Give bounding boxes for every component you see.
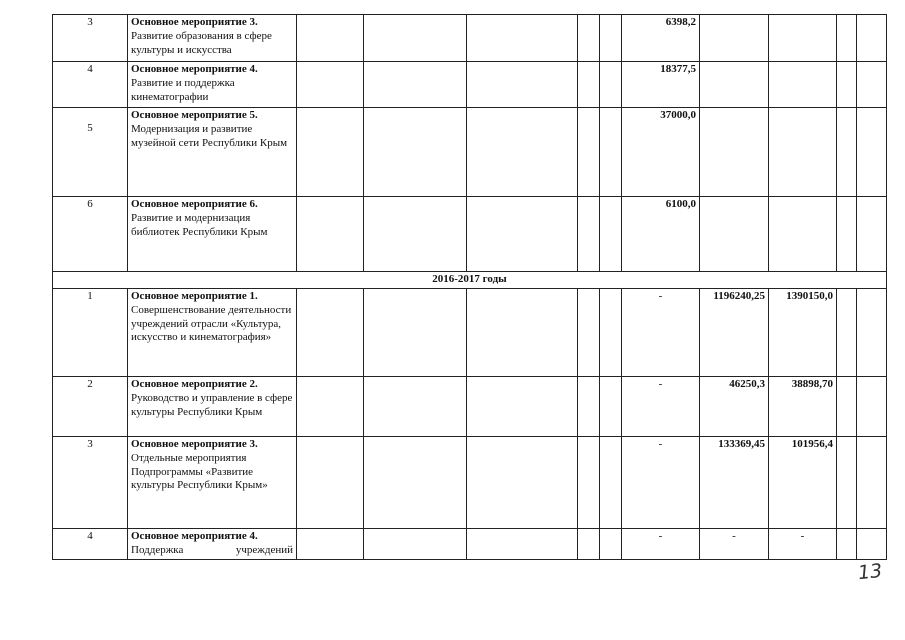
empty-cell <box>364 62 467 108</box>
empty-cell <box>837 197 857 272</box>
year-header-row <box>53 272 887 289</box>
value-cell-2: - <box>700 529 769 560</box>
measure-description: Развитие образования в сфере культуры и искусства <box>131 29 272 56</box>
empty-cell <box>297 437 364 529</box>
empty-cell <box>857 108 887 197</box>
value-cell-1: - <box>622 289 700 377</box>
measure-cell <box>128 377 297 437</box>
empty-cell <box>364 377 467 437</box>
empty-cell <box>364 108 467 197</box>
empty-cell <box>600 197 622 272</box>
table-row <box>53 197 887 272</box>
empty-cell <box>297 15 364 62</box>
value-cell-3: 1390150,0 <box>769 289 837 377</box>
empty-cell <box>837 289 857 377</box>
empty-cell <box>600 108 622 197</box>
empty-cell <box>578 377 600 437</box>
page-number: 13 <box>856 559 884 585</box>
measure-description: Руководство и управление в сфере культуры Республики Крым <box>131 391 293 418</box>
empty-cell <box>837 62 857 108</box>
value-cell-2: 46250,3 <box>700 377 769 437</box>
value-cell-3 <box>769 15 837 62</box>
empty-cell <box>857 62 887 108</box>
measure-cell <box>128 108 297 197</box>
table-row <box>53 437 887 529</box>
measure-description: Развитие и поддержка кинематографии <box>131 76 235 103</box>
empty-cell <box>467 437 578 529</box>
empty-cell <box>857 377 887 437</box>
measure-description: Поддержка учреждений <box>131 543 293 556</box>
empty-cell <box>467 15 578 62</box>
empty-cell <box>578 529 600 560</box>
budget-table <box>52 14 887 560</box>
empty-cell <box>837 529 857 560</box>
table-row <box>53 108 887 197</box>
row-number: 2 <box>53 377 128 437</box>
empty-cell <box>364 197 467 272</box>
empty-cell <box>837 15 857 62</box>
value-cell-1: - <box>622 529 700 560</box>
empty-cell <box>467 108 578 197</box>
value-cell-3: 38898,70 <box>769 377 837 437</box>
measure-description: Отдельные мероприятия Подпрограммы «Развитие культуры Республики Крым» <box>131 451 268 492</box>
empty-cell <box>578 197 600 272</box>
empty-cell <box>837 437 857 529</box>
table-row <box>53 529 887 560</box>
row-number: 5 <box>53 108 128 197</box>
empty-cell <box>600 529 622 560</box>
row-number: 3 <box>53 15 128 62</box>
measure-cell <box>128 15 297 62</box>
measure-cell <box>128 62 297 108</box>
empty-cell <box>600 437 622 529</box>
empty-cell <box>857 289 887 377</box>
row-number: 4 <box>53 62 128 108</box>
value-cell-2: 1196240,25 <box>700 289 769 377</box>
table-row <box>53 62 887 108</box>
measure-description: Развитие и модернизация библиотек Республики Крым <box>131 211 268 238</box>
empty-cell <box>297 377 364 437</box>
measure-title: Основное мероприятие 6. <box>131 198 258 210</box>
row-number: 3 <box>53 437 128 529</box>
value-cell-1: 18377,5 <box>622 62 700 108</box>
empty-cell <box>578 437 600 529</box>
empty-cell <box>364 529 467 560</box>
row-number: 4 <box>53 529 128 560</box>
value-cell-2 <box>700 15 769 62</box>
empty-cell <box>857 197 887 272</box>
table-row <box>53 377 887 437</box>
empty-cell <box>578 62 600 108</box>
measure-cell <box>128 529 297 560</box>
measure-title: Основное мероприятие 4. <box>131 63 258 75</box>
empty-cell <box>467 289 578 377</box>
measure-title: Основное мероприятие 4. <box>131 530 258 542</box>
empty-cell <box>467 377 578 437</box>
empty-cell <box>837 377 857 437</box>
measure-title: Основное мероприятие 3. <box>131 16 258 28</box>
empty-cell <box>857 529 887 560</box>
measure-title: Основное мероприятие 5. <box>131 109 258 121</box>
empty-cell <box>364 15 467 62</box>
empty-cell <box>578 15 600 62</box>
value-cell-3: - <box>769 529 837 560</box>
empty-cell <box>297 289 364 377</box>
value-cell-1: - <box>622 437 700 529</box>
row-number: 6 <box>53 197 128 272</box>
empty-cell <box>297 197 364 272</box>
value-cell-3 <box>769 108 837 197</box>
empty-cell <box>857 15 887 62</box>
empty-cell <box>600 15 622 62</box>
value-cell-3: 101956,4 <box>769 437 837 529</box>
empty-cell <box>578 108 600 197</box>
empty-cell <box>600 62 622 108</box>
empty-cell <box>857 437 887 529</box>
measure-cell <box>128 437 297 529</box>
table-row <box>53 15 887 62</box>
value-cell-3 <box>769 197 837 272</box>
value-cell-2 <box>700 197 769 272</box>
year-header: 2016-2017 годы <box>53 272 887 289</box>
row-number: 1 <box>53 289 128 377</box>
measure-cell <box>128 197 297 272</box>
value-cell-2: 133369,45 <box>700 437 769 529</box>
empty-cell <box>364 437 467 529</box>
measure-description: Модернизация и развитие музейной сети Республики Крым <box>131 122 288 149</box>
value-cell-1: 37000,0 <box>622 108 700 197</box>
value-cell-2 <box>700 108 769 197</box>
empty-cell <box>467 62 578 108</box>
empty-cell <box>467 197 578 272</box>
value-cell-1: - <box>622 377 700 437</box>
empty-cell <box>467 529 578 560</box>
value-cell-2 <box>700 62 769 108</box>
empty-cell <box>297 108 364 197</box>
empty-cell <box>600 289 622 377</box>
value-cell-1: 6100,0 <box>622 197 700 272</box>
value-cell-1: 6398,2 <box>622 15 700 62</box>
value-cell-3 <box>769 62 837 108</box>
empty-cell <box>578 289 600 377</box>
measure-description: Совершенствование деятельности учреждений отрасли «Культура, искусство и кинематография» <box>131 303 292 344</box>
empty-cell <box>837 108 857 197</box>
empty-cell <box>600 377 622 437</box>
measure-title: Основное мероприятие 1. <box>131 290 258 302</box>
measure-cell <box>128 289 297 377</box>
empty-cell <box>297 529 364 560</box>
table-row <box>53 289 887 377</box>
empty-cell <box>297 62 364 108</box>
empty-cell <box>364 289 467 377</box>
measure-title: Основное мероприятие 3. <box>131 438 258 450</box>
measure-title: Основное мероприятие 2. <box>131 378 258 390</box>
